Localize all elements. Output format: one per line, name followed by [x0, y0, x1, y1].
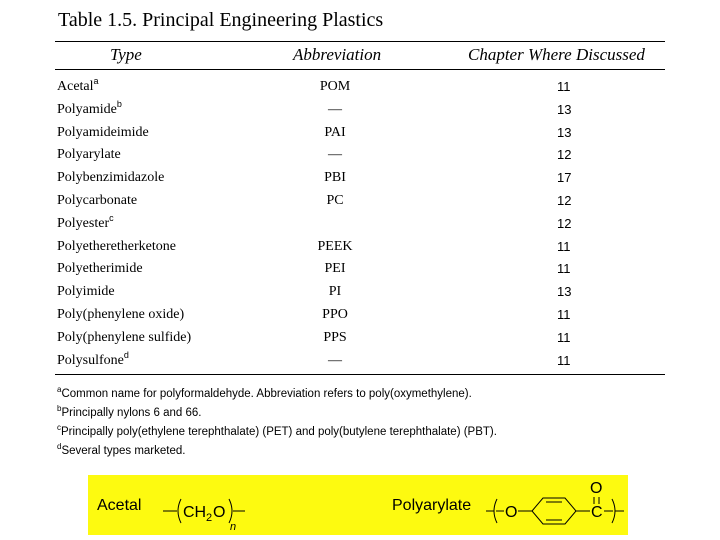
acetal-structure	[163, 489, 273, 533]
cell-chapter: 11	[557, 306, 571, 322]
table-row	[0, 328, 720, 351]
cell-type: Acetal$^a$	[57, 76, 99, 94]
polyarylate-label: Polyarylate	[392, 497, 472, 514]
footnote-mark: c	[57, 423, 61, 432]
footnote-mark: d	[57, 442, 62, 451]
header-rule	[55, 69, 665, 70]
footnote-mark: a	[57, 385, 62, 394]
cell-abbreviation: PAI	[324, 124, 346, 140]
cell-chapter: 13	[557, 284, 572, 300]
cell-chapter: 17	[557, 170, 572, 186]
polyarylate-structure	[486, 477, 628, 533]
structure-panel	[88, 475, 628, 535]
cell-chapter: 11	[557, 352, 571, 368]
footnote-marker: c	[109, 212, 114, 223]
header-chapter: Chapter Where Discussed	[468, 45, 645, 64]
header-abbreviation: Abbreviation	[293, 45, 382, 64]
cell-chapter: 13	[557, 124, 572, 140]
cell-type: Polyetherimide	[57, 261, 143, 277]
cell-type: Polyimide	[57, 284, 115, 300]
cell-type: Polyarylate	[57, 147, 121, 163]
table-row	[0, 351, 720, 374]
cell-chapter: 12	[557, 147, 572, 163]
acetal-sub2: 2	[206, 512, 213, 524]
cell-type: Poly(phenylene sulfide)	[57, 329, 192, 345]
table-row	[0, 191, 720, 214]
footnote	[57, 423, 497, 442]
table-row	[0, 145, 720, 168]
footnote-text: Common name for polyformaldehyde. Abbreviation refers to poly(oxymethylene).	[61, 388, 472, 400]
cell-abbreviation: POM	[319, 79, 351, 94]
footnote	[57, 385, 497, 404]
table-body	[0, 77, 720, 373]
cell-abbreviation: PEEK	[317, 238, 353, 254]
cell-abbreviation: PC	[326, 192, 344, 208]
cell-chapter: 11	[557, 261, 571, 277]
acetal-n: n	[230, 521, 237, 533]
footnote-marker: b	[116, 98, 122, 109]
acetal-o: O	[213, 504, 226, 521]
polyarylate-carbonyl-o: O	[590, 480, 603, 497]
cell-chapter: 12	[557, 192, 572, 208]
table-title: Table 1.5. Principal Engineering Plastics	[58, 9, 384, 31]
cell-abbreviation: —	[328, 147, 342, 163]
cell-chapter: 11	[557, 329, 571, 345]
cell-abbreviation: —	[328, 101, 342, 117]
footnote-text: Principally nylons 6 and 66.	[61, 407, 202, 419]
cell-type: Polyamide$^b$	[57, 98, 122, 117]
cell-abbreviation: PI	[328, 284, 342, 300]
acetal-label: Acetal	[97, 497, 142, 514]
table-row	[0, 100, 720, 123]
cell-chapter: 13	[557, 101, 572, 117]
cell-type: Polycarbonate	[57, 192, 138, 208]
polyarylate-o: O	[505, 504, 518, 521]
table-row	[0, 282, 720, 305]
cell-abbreviation: PBI	[324, 170, 346, 186]
footnote	[57, 404, 497, 423]
table-row	[0, 259, 720, 282]
cell-type: Polyester$^c$	[57, 212, 114, 231]
cell-chapter: 12	[557, 215, 572, 231]
table-row	[0, 168, 720, 191]
table-row	[0, 123, 720, 146]
footnote-marker: d	[123, 349, 129, 360]
cell-abbreviation: PPO	[322, 306, 348, 322]
footnote-marker: a	[93, 76, 99, 86]
cell-chapter: 11	[557, 238, 571, 254]
cell-chapter: 11	[557, 79, 571, 94]
cell-abbreviation: —	[328, 352, 342, 368]
top-rule	[55, 41, 665, 42]
cell-type: Polyamideimide	[57, 124, 149, 140]
footnote-text: Principally poly(ethylene terephthalate) (PET) and poly(butylene terephthalate) (PBT).	[61, 426, 497, 438]
table-row	[0, 237, 720, 260]
bottom-rule	[55, 374, 665, 375]
footnote-text: Several types marketed.	[61, 445, 186, 457]
table-row	[0, 305, 720, 328]
polyarylate-c: C	[591, 504, 603, 521]
header-type: Type	[110, 45, 142, 64]
cell-type: Poly(phenylene oxide)	[57, 306, 185, 322]
footnote-mark: b	[57, 404, 62, 413]
cell-type: Polysulfone$^d$	[57, 349, 129, 368]
acetal-ch: CH	[183, 504, 207, 521]
cell-type: Polybenzimidazole	[57, 170, 165, 186]
cell-abbreviation: PPS	[323, 329, 347, 345]
table-row	[0, 214, 720, 237]
footnotes	[57, 385, 497, 461]
footnote	[57, 442, 497, 461]
cell-type: Polyetheretherketone	[57, 238, 176, 254]
table-row	[0, 77, 720, 100]
cell-abbreviation: PEI	[324, 261, 346, 277]
